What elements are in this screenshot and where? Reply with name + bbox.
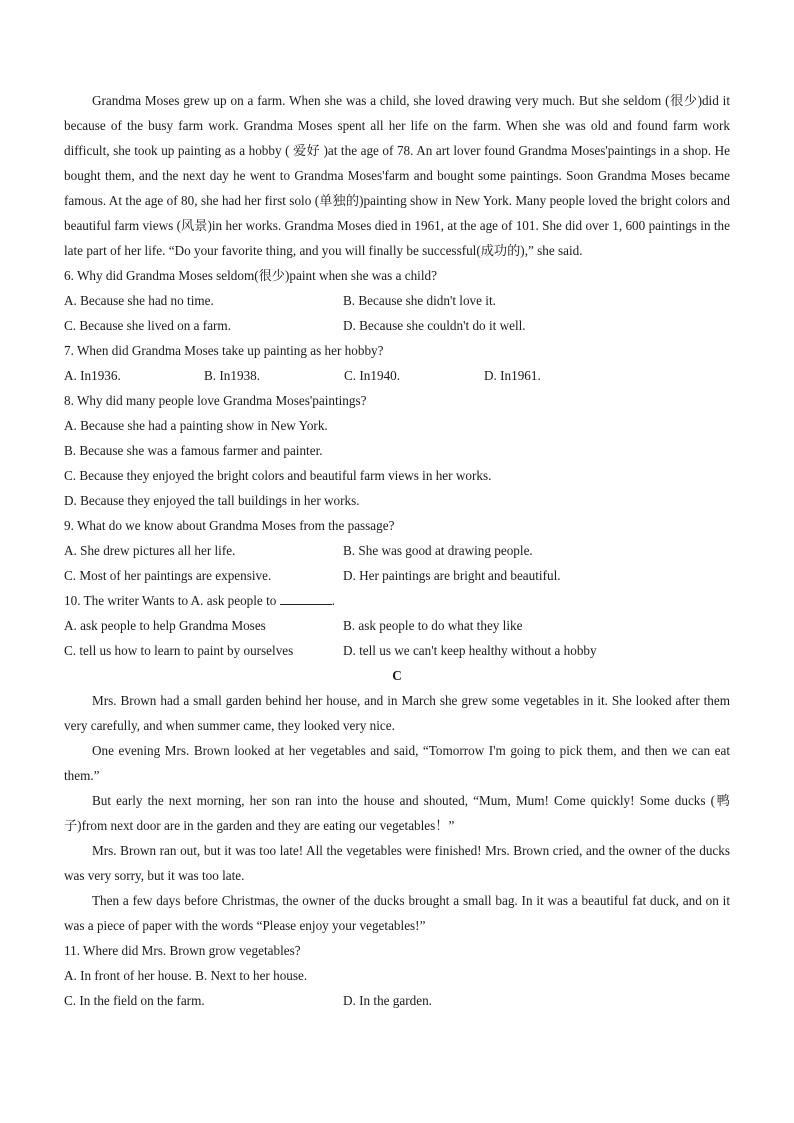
question-7-stem: 7. When did Grandma Moses take up painting as her hobby? (64, 343, 384, 358)
question-10-options-row-2 (64, 638, 730, 663)
question-9-stem: 9. What do we know about Grandma Moses from the passage? (64, 518, 395, 533)
worksheet-page (64, 88, 730, 1013)
q8-option-a[interactable]: A. Because she had a painting show in New York. (64, 418, 328, 433)
question-9-options-row-2 (64, 563, 730, 588)
passage-b-text: Grandma Moses grew up on a farm. When she was a child, she loved drawing very much. But she seldom (很少)did it because of the busy farm work. Grandma Moses spent all her life on the farm. When she was old and found farm work difficult, she took up painting as a hobby ( 爱好 )at the age of 78. An art lover found Grandma Moses'paintings in a shop. He bought them, and the next day he went to Grandma Moses'farm and bought some paintings. Soon Grandma Moses became famous. At the age of 80, she had her first solo (单独的)painting show in New York. Many people loved the bright colors and beautiful farm views (风景)in her works. Grandma Moses died in 1961, at the age of 101. She did over 1, 600 paintings in the late part of her life. “Do your favorite thing, and you will finally be successful(成功的),” she said. (64, 93, 730, 258)
question-11-stem: 11. Where did Mrs. Brown grow vegetables? (64, 943, 301, 958)
question-6-options-row-1 (64, 288, 730, 313)
q10-option-d[interactable]: D. tell us we can't keep healthy without a hobby (343, 643, 597, 658)
q9-option-a[interactable]: A. She drew pictures all her life. (64, 543, 236, 558)
q7-option-c[interactable]: C. In1940. (344, 368, 401, 383)
q9-option-b[interactable]: B. She was good at drawing people. (343, 543, 533, 558)
question-10-stem (64, 588, 730, 613)
question-6-options-row-2 (64, 313, 730, 338)
passage-c-paragraph-5: Then a few days before Christmas, the owner of the ducks brought a small bag. In it was a beautiful fat duck, and on it was a piece of paper with the words “Please enjoy your vegetables!” (64, 893, 730, 933)
q10-option-c[interactable]: C. tell us how to learn to paint by ourselves (64, 643, 294, 658)
question-8-stem: 8. Why did many people love Grandma Moses'paintings? (64, 393, 367, 408)
q6-option-c[interactable]: C. Because she lived on a farm. (64, 318, 231, 333)
section-c-heading: C (392, 668, 402, 683)
q9-option-d[interactable]: D. Her paintings are bright and beautiful. (343, 568, 561, 583)
q6-option-a[interactable]: A. Because she had no time. (64, 293, 214, 308)
passage-c-paragraph-1: Mrs. Brown had a small garden behind her house, and in March she grew some vegetables in it. She looked after them very carefully, and when summer came, they looked very nice. (64, 693, 730, 733)
q11-options-a-b[interactable]: A. In front of her house. B. Next to her house. (64, 968, 308, 983)
q7-option-a[interactable]: A. In1936. (64, 368, 121, 383)
q6-option-b[interactable]: B. Because she didn't love it. (343, 293, 496, 308)
q9-option-c[interactable]: C. Most of her paintings are expensive. (64, 568, 272, 583)
question-6-stem: 6. Why did Grandma Moses seldom(很少)paint when she was a child? (64, 268, 437, 283)
question-7-options-row (64, 363, 730, 388)
question-10-options-row-1 (64, 613, 730, 638)
q10-option-b[interactable]: B. ask people to do what they like (343, 618, 523, 633)
question-9-options-row-1 (64, 538, 730, 563)
q6-option-d[interactable]: D. Because she couldn't do it well. (343, 318, 526, 333)
q7-option-b[interactable]: B. In1938. (204, 368, 261, 383)
passage-c-paragraph-3: But early the next morning, her son ran into the house and shouted, “Mum, Mum! Come quickly! Some ducks (鸭子)from next door are in the garden and they are eating our vegetables！” (64, 793, 730, 833)
q7-option-d[interactable]: D. In1961. (484, 368, 541, 383)
q8-option-b[interactable]: B. Because she was a famous farmer and painter. (64, 443, 323, 458)
q10-stem-end: . (331, 593, 335, 608)
q10-answer-blank[interactable] (280, 592, 332, 605)
q8-option-c[interactable]: C. Because they enjoyed the bright colors and beautiful farm views in her works. (64, 468, 492, 483)
q10-stem-text: 10. The writer Wants to A. ask people to (64, 593, 277, 608)
q8-option-d[interactable]: D. Because they enjoyed the tall buildings in her works. (64, 493, 360, 508)
passage-c-paragraph-2: One evening Mrs. Brown looked at her vegetables and said, “Tomorrow I'm going to pick them, and then we can eat them.” (64, 743, 730, 783)
question-11-options-row-2 (64, 988, 730, 1013)
q11-option-d[interactable]: D. In the garden. (343, 993, 432, 1008)
q11-option-c[interactable]: C. In the field on the farm. (64, 993, 205, 1008)
passage-c-paragraph-4: Mrs. Brown ran out, but it was too late! All the vegetables were finished! Mrs. Brown cried, and the owner of the ducks was very sorry, but it was too late. (64, 843, 730, 883)
q10-option-a[interactable]: A. ask people to help Grandma Moses (64, 618, 266, 633)
